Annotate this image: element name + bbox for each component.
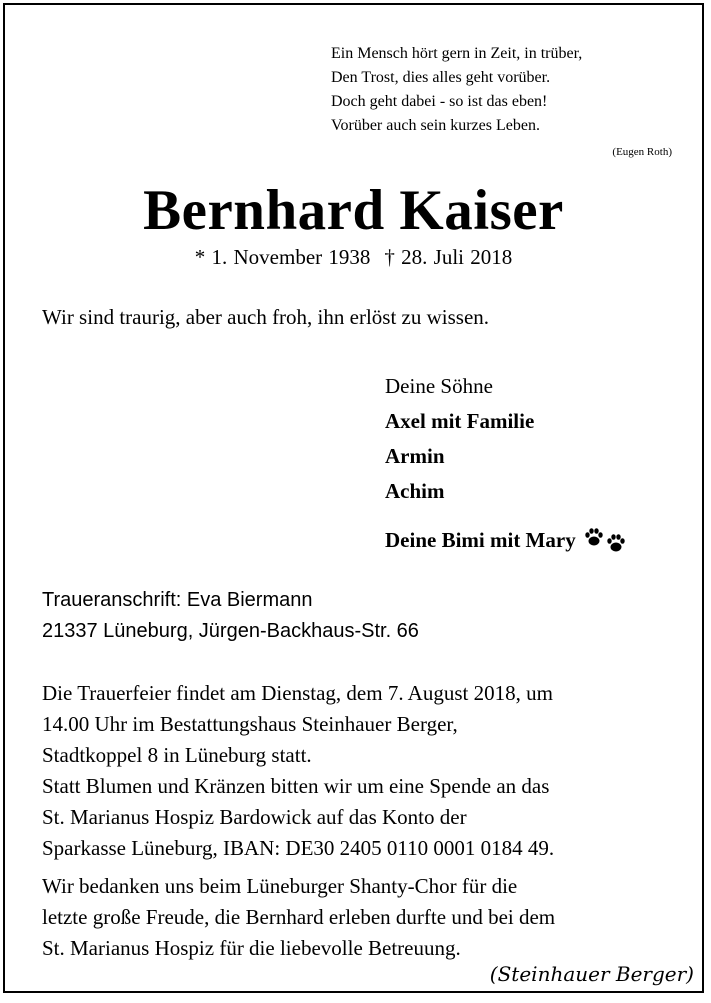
family-extra [385, 526, 626, 554]
poem-author: (Eugen Roth) [612, 146, 672, 158]
funeral-line: Stadtkoppel 8 in Lüneburg statt. [42, 743, 312, 767]
family-member: Armin [385, 444, 445, 468]
birth-date: * 1. November 1938 [194, 245, 371, 269]
funeral-line: 14.00 Uhr im Bestattungshaus Steinhauer Berger, [42, 712, 458, 736]
family-list [385, 369, 534, 509]
funeral-home-signature: (Steinhauer Berger) [489, 962, 694, 986]
poem-line: Doch geht dabei - so ist das eben! [331, 93, 548, 110]
funeral-info [42, 678, 553, 771]
paw-prints-icon [584, 526, 626, 554]
death-date: † 28. Juli 2018 [384, 245, 513, 269]
address-line: 21337 Lüneburg, Jürgen-Backhaus-Str. 66 [42, 620, 419, 642]
address-line: Traueranschrift: Eva Biermann [42, 589, 313, 611]
donation-line: Sparkasse Lüneburg, IBAN: DE30 2405 0110 0001 0184 49. [42, 836, 555, 860]
donation-line: Statt Blumen und Kränzen bitten wir um eine Spende an das [42, 774, 550, 798]
donation-info [42, 771, 554, 864]
thanks-info [42, 871, 555, 964]
deceased-name: Bernhard Kaiser [143, 179, 564, 242]
thanks-line: letzte große Freude, die Bernhard erleben durfte und bei dem [42, 905, 556, 929]
poem-line: Den Trost, dies alles geht vorüber. [331, 69, 551, 86]
poem [331, 42, 582, 138]
family-member: Achim [385, 479, 445, 503]
intro-text: Wir sind traurig, aber auch froh, ihn erlöst zu wissen. [42, 305, 490, 329]
donation-line: St. Marianus Hospiz Bardowick auf das Konto der [42, 805, 467, 829]
funeral-line: Die Trauerfeier findet am Dienstag, dem 7. August 2018, um [42, 681, 553, 705]
obituary-notice [3, 3, 704, 993]
family-member: Axel mit Familie [385, 409, 535, 433]
family-extra-text: Deine Bimi mit Mary [385, 527, 576, 552]
thanks-line: Wir bedanken uns beim Lüneburger Shanty-Chor für die [42, 874, 518, 898]
mourning-address [42, 585, 419, 647]
poem-line: Ein Mensch hört gern in Zeit, in trüber, [331, 45, 583, 62]
poem-line: Vorüber auch sein kurzes Leben. [331, 117, 540, 134]
family-label: Deine Söhne [385, 374, 493, 398]
thanks-line: St. Marianus Hospiz für die liebevolle Betreuung. [42, 936, 461, 960]
life-dates [5, 245, 702, 270]
